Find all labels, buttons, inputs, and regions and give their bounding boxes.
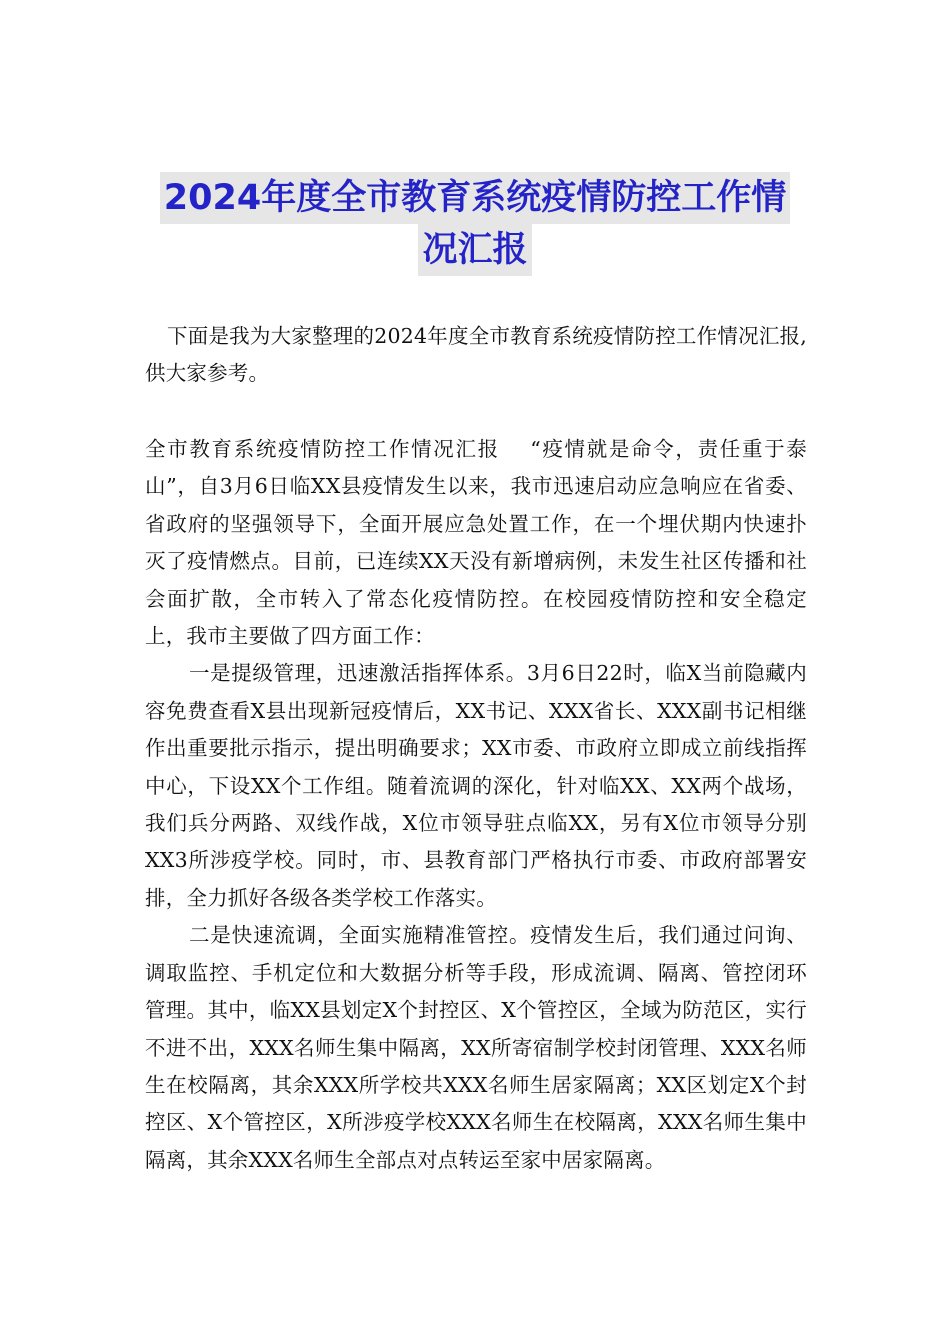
paragraph-overview: 全市教育系统疫情防控工作情况汇报 “疫情就是命令，责任重于泰山”，自3月6日临XX县疫情发生以来，我市迅速启动应急响应在省委、省政府的坚强领导下，全面开展应急处置工作，在一个埋伏期内快速扑灭了疫情燃点。目前，已连续XX天没有新增病例，未发生社区传播和社会面扩散，全市转入了常态化疫情防控。在校园疫情防控和安全稳定上，我市主要做了四方面工作：: [145, 437, 807, 649]
document-title: [140, 172, 810, 276]
title-line-2: 况汇报: [418, 224, 531, 276]
intro-paragraph: 下面是我为大家整理的2024年度全市教育系统疫情防控工作情况汇报,供大家参考。: [145, 324, 807, 386]
intro-section: [145, 318, 807, 393]
main-section: [145, 431, 807, 1179]
paragraph-point-two: 二是快速流调，全面实施精准管控。疫情发生后，我们通过问询、调取监控、手机定位和大数据分析等手段，形成流调、隔离、管控闭环管理。其中，临XX县划定X个封控区、X个管控区，全域为防范区，实行不进不出，XXX名师生集中隔离，XX所寄宿制学校封闭管理、XXX名师生在校隔离，其余XXX所学校共XXX名师生居家隔离；XX区划定X个封控区、X个管控区，X所涉疫学校XXX名师生在校隔离，XXX名师生集中隔离，其余XXX名师生全部点对点转运至家中居家隔离。: [145, 923, 807, 1172]
title-line-1: 2024年度全市教育系统疫情防控工作情: [160, 172, 790, 224]
paragraph-point-one: 一是提级管理，迅速激活指挥体系。3月6日22时，临X当前隐藏内容免费查看X县出现新冠疫情后，XX书记、XXX省长、XXX副书记相继作出重要批示指示，提出明确要求；XX市委、市政府立即成立前线指挥中心，下设XX个工作组。随着流调的深化，针对临XX、XX两个战场，我们兵分两路、双线作战，X位市领导驻点临XX，另有X位市领导分别XX3所涉疫学校。同时，市、县教育部门严格执行市委、市政府部署安排，全力抓好各级各类学校工作落实。: [145, 661, 807, 910]
